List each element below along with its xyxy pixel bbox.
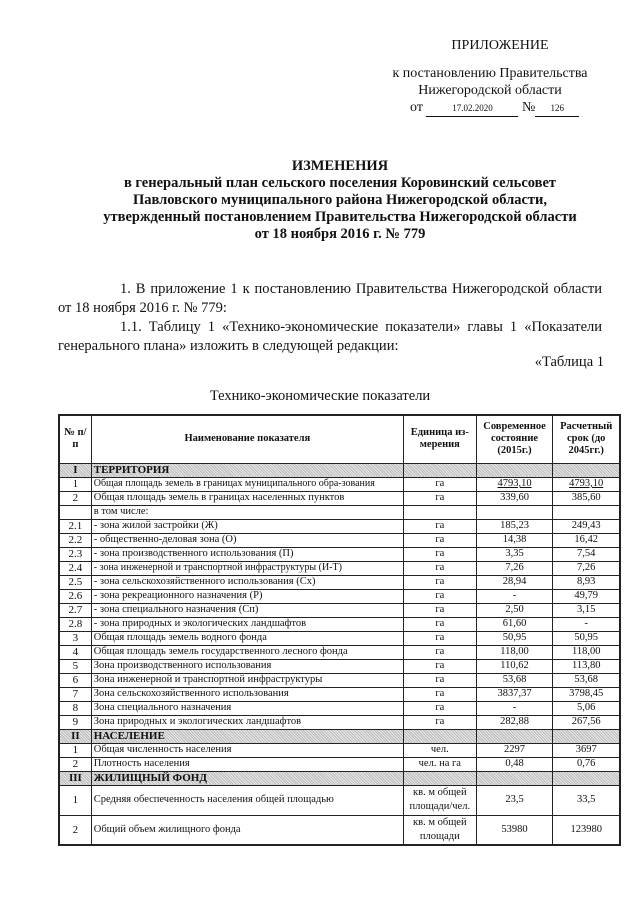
cell-unit: чел. на га <box>403 757 476 771</box>
cell-num: 2.1 <box>59 519 91 533</box>
cell-num: 2.3 <box>59 547 91 561</box>
cell-current: 3,35 <box>476 547 553 561</box>
cell-num: 2.4 <box>59 561 91 575</box>
cell-current <box>476 729 553 743</box>
decree-number: 126 <box>535 103 579 117</box>
cell-planned: 53,68 <box>553 673 620 687</box>
table-row <box>59 547 620 561</box>
cell-num: 1 <box>59 477 91 491</box>
col-header-unit: Единица из-мерения <box>403 415 476 463</box>
table-number-label: «Таблица 1 <box>534 354 604 370</box>
cell-planned: 8,93 <box>553 575 620 589</box>
cell-planned: 4793,10 <box>553 477 620 491</box>
cell-planned: 249,43 <box>553 519 620 533</box>
table-row <box>59 743 620 757</box>
cell-name: Общая численность населения <box>91 743 403 757</box>
table-row <box>59 631 620 645</box>
cell-current: 53,68 <box>476 673 553 687</box>
table-row <box>59 575 620 589</box>
cell-unit: га <box>403 561 476 575</box>
cell-unit: га <box>403 645 476 659</box>
cell-name: Зона природных и экологических ландшафтов <box>91 715 403 729</box>
cell-planned <box>553 729 620 743</box>
cell-name: Средняя обеспеченность населения общей площадью <box>91 785 403 815</box>
cell-name: ТЕРРИТОРИЯ <box>91 463 403 477</box>
cell-current: 110,62 <box>476 659 553 673</box>
cell-name: Зона инженерной и транспортной инфраструктуры <box>91 673 403 687</box>
cell-planned: 0,76 <box>553 757 620 771</box>
cell-unit: га <box>403 547 476 561</box>
title-line: в генеральный план сельского поселения Коровинский сельсовет <box>123 175 557 191</box>
cell-planned <box>553 505 620 519</box>
cell-planned: 49,79 <box>553 589 620 603</box>
cell-name: - зона инженерной и транспортной инфраструктуры (И-Т) <box>91 561 403 575</box>
decree-line2: Нижегородской области <box>418 83 562 98</box>
cell-name: - зона специального назначения (Сп) <box>91 603 403 617</box>
cell-unit: чел. <box>403 743 476 757</box>
cell-name: - общественно-деловая зона (О) <box>91 533 403 547</box>
indicators-table <box>58 414 621 846</box>
cell-num: I <box>59 463 91 477</box>
cell-unit <box>403 729 476 743</box>
cell-num: 2.8 <box>59 617 91 631</box>
cell-current: 282,88 <box>476 715 553 729</box>
cell-name: Зона специального назначения <box>91 701 403 715</box>
cell-current: 2,50 <box>476 603 553 617</box>
table-row <box>59 491 620 505</box>
cell-planned: 385,60 <box>553 491 620 505</box>
cell-unit: га <box>403 659 476 673</box>
cell-num: 2.5 <box>59 575 91 589</box>
cell-planned: 7,54 <box>553 547 620 561</box>
table-row <box>59 701 620 715</box>
cell-current: 14,38 <box>476 533 553 547</box>
paragraph-1-1: 1.1. Таблицу 1 «Технико-экономические показатели» главы 1 «Показатели генерального плана» изложить в следующей редакции: <box>58 319 602 354</box>
cell-num: 2.2 <box>59 533 91 547</box>
cell-current: 23,5 <box>476 785 553 815</box>
table-row <box>59 687 620 701</box>
section-row <box>59 771 620 785</box>
cell-current: 118,00 <box>476 645 553 659</box>
cell-planned: 123980 <box>553 815 620 845</box>
table-row <box>59 715 620 729</box>
col-header-name: Наименование показателя <box>91 415 403 463</box>
cell-num: III <box>59 771 91 785</box>
table-row <box>59 561 620 575</box>
table-row <box>59 617 620 631</box>
cell-name: Зона производственного использования <box>91 659 403 673</box>
cell-planned: 7,26 <box>553 561 620 575</box>
paragraph-1: 1. В приложение 1 к постановлению Правительства Нижегородской области от 18 ноября 2016 г. № 779: <box>58 281 602 316</box>
table-row <box>59 603 620 617</box>
cell-planned: - <box>553 617 620 631</box>
cell-planned: 33,5 <box>553 785 620 815</box>
cell-unit: кв. м общей площади/чел. <box>403 785 476 815</box>
cell-unit: га <box>403 603 476 617</box>
cell-unit: га <box>403 533 476 547</box>
cell-unit: га <box>403 701 476 715</box>
cell-num: 9 <box>59 715 91 729</box>
cell-planned: 50,95 <box>553 631 620 645</box>
number-label: № <box>521 100 536 115</box>
table-row <box>59 645 620 659</box>
cell-unit: га <box>403 589 476 603</box>
table-row <box>59 477 620 491</box>
cell-unit <box>403 505 476 519</box>
cell-num: 8 <box>59 701 91 715</box>
cell-current: - <box>476 589 553 603</box>
appendix-label: ПРИЛОЖЕНИЕ <box>451 38 549 53</box>
cell-unit: га <box>403 491 476 505</box>
cell-planned: 3697 <box>553 743 620 757</box>
table-row <box>59 659 620 673</box>
document-title <box>40 158 640 243</box>
decree-date: 17.02.2020 <box>426 103 518 117</box>
cell-name: в том числе: <box>91 505 403 519</box>
cell-planned <box>553 463 620 477</box>
cell-planned <box>553 771 620 785</box>
cell-name: НАСЕЛЕНИЕ <box>91 729 403 743</box>
table-row <box>59 785 620 815</box>
cell-unit: га <box>403 673 476 687</box>
cell-unit <box>403 771 476 785</box>
col-header-planned: Расчетный срок (до 2045гг.) <box>553 415 620 463</box>
title-line: ИЗМЕНЕНИЯ <box>291 158 389 174</box>
cell-current: 7,26 <box>476 561 553 575</box>
cell-current <box>476 463 553 477</box>
cell-unit: га <box>403 575 476 589</box>
cell-current: 185,23 <box>476 519 553 533</box>
cell-current: 339,60 <box>476 491 553 505</box>
cell-num: II <box>59 729 91 743</box>
table-row <box>59 519 620 533</box>
cell-unit: кв. м общей площади <box>403 815 476 845</box>
cell-planned: 16,42 <box>553 533 620 547</box>
cell-planned: 5,06 <box>553 701 620 715</box>
cell-planned: 118,00 <box>553 645 620 659</box>
cell-unit: га <box>403 687 476 701</box>
cell-unit <box>403 463 476 477</box>
table-row <box>59 673 620 687</box>
cell-name: - зона производственного использования (П) <box>91 547 403 561</box>
from-label: от <box>410 100 423 115</box>
cell-name: Зона сельскохозяйственного использования <box>91 687 403 701</box>
cell-num: 6 <box>59 673 91 687</box>
decree-line1: к постановлению Правительства <box>392 66 588 81</box>
title-line: утвержденный постановлением Правительства Нижегородской области <box>103 209 577 225</box>
cell-unit: га <box>403 715 476 729</box>
cell-name: Общий объем жилищного фонда <box>91 815 403 845</box>
cell-num: 2.7 <box>59 603 91 617</box>
col-header-current: Современное состояние (2015г.) <box>476 415 553 463</box>
cell-name: - зона сельскохозяйственного использования (Сх) <box>91 575 403 589</box>
cell-name: Общая площадь земель в границах муниципального обра-зования <box>91 477 403 491</box>
cell-num: 3 <box>59 631 91 645</box>
cell-unit: га <box>403 519 476 533</box>
cell-current: 28,94 <box>476 575 553 589</box>
cell-planned: 267,56 <box>553 715 620 729</box>
cell-planned: 113,80 <box>553 659 620 673</box>
table-row <box>59 533 620 547</box>
cell-current: 2297 <box>476 743 553 757</box>
cell-current: 50,95 <box>476 631 553 645</box>
cell-name: Общая площадь земель государственного лесного фонда <box>91 645 403 659</box>
decree-date-line <box>410 100 579 117</box>
cell-current: 4793,10 <box>476 477 553 491</box>
cell-num: 1 <box>59 785 91 815</box>
cell-current: - <box>476 701 553 715</box>
cell-unit: га <box>403 477 476 491</box>
cell-num: 2 <box>59 491 91 505</box>
cell-name: ЖИЛИЩНЫЙ ФОНД <box>91 771 403 785</box>
cell-num: 2 <box>59 757 91 771</box>
section-row <box>59 729 620 743</box>
cell-num <box>59 505 91 519</box>
cell-current: 3837,37 <box>476 687 553 701</box>
cell-name: - зона природных и экологических ландшафтов <box>91 617 403 631</box>
cell-num: 1 <box>59 743 91 757</box>
cell-num: 2.6 <box>59 589 91 603</box>
cell-current: 53980 <box>476 815 553 845</box>
cell-name: Общая площадь земель водного фонда <box>91 631 403 645</box>
cell-num: 4 <box>59 645 91 659</box>
cell-num: 5 <box>59 659 91 673</box>
cell-name: - зона жилой застройки (Ж) <box>91 519 403 533</box>
cell-planned: 3798,45 <box>553 687 620 701</box>
table-row <box>59 757 620 771</box>
cell-unit: га <box>403 631 476 645</box>
cell-current: 61,60 <box>476 617 553 631</box>
cell-current: 0,48 <box>476 757 553 771</box>
table-caption: Технико-экономические показатели <box>209 388 431 404</box>
table-row <box>59 589 620 603</box>
cell-planned: 3,15 <box>553 603 620 617</box>
cell-num: 7 <box>59 687 91 701</box>
title-line: от 18 ноября 2016 г. № 779 <box>254 226 426 242</box>
cell-name: Плотность населения <box>91 757 403 771</box>
section-row <box>59 463 620 477</box>
cell-name: Общая площадь земель в границах населенных пунктов <box>91 491 403 505</box>
cell-unit: га <box>403 617 476 631</box>
cell-current <box>476 505 553 519</box>
cell-current <box>476 771 553 785</box>
table-row <box>59 505 620 519</box>
col-header-num: № п/п <box>59 415 91 463</box>
cell-num: 2 <box>59 815 91 845</box>
cell-name: - зона рекреационного назначения (Р) <box>91 589 403 603</box>
table-row <box>59 815 620 845</box>
title-line: Павловского муниципального района Нижегородской области, <box>132 192 548 208</box>
